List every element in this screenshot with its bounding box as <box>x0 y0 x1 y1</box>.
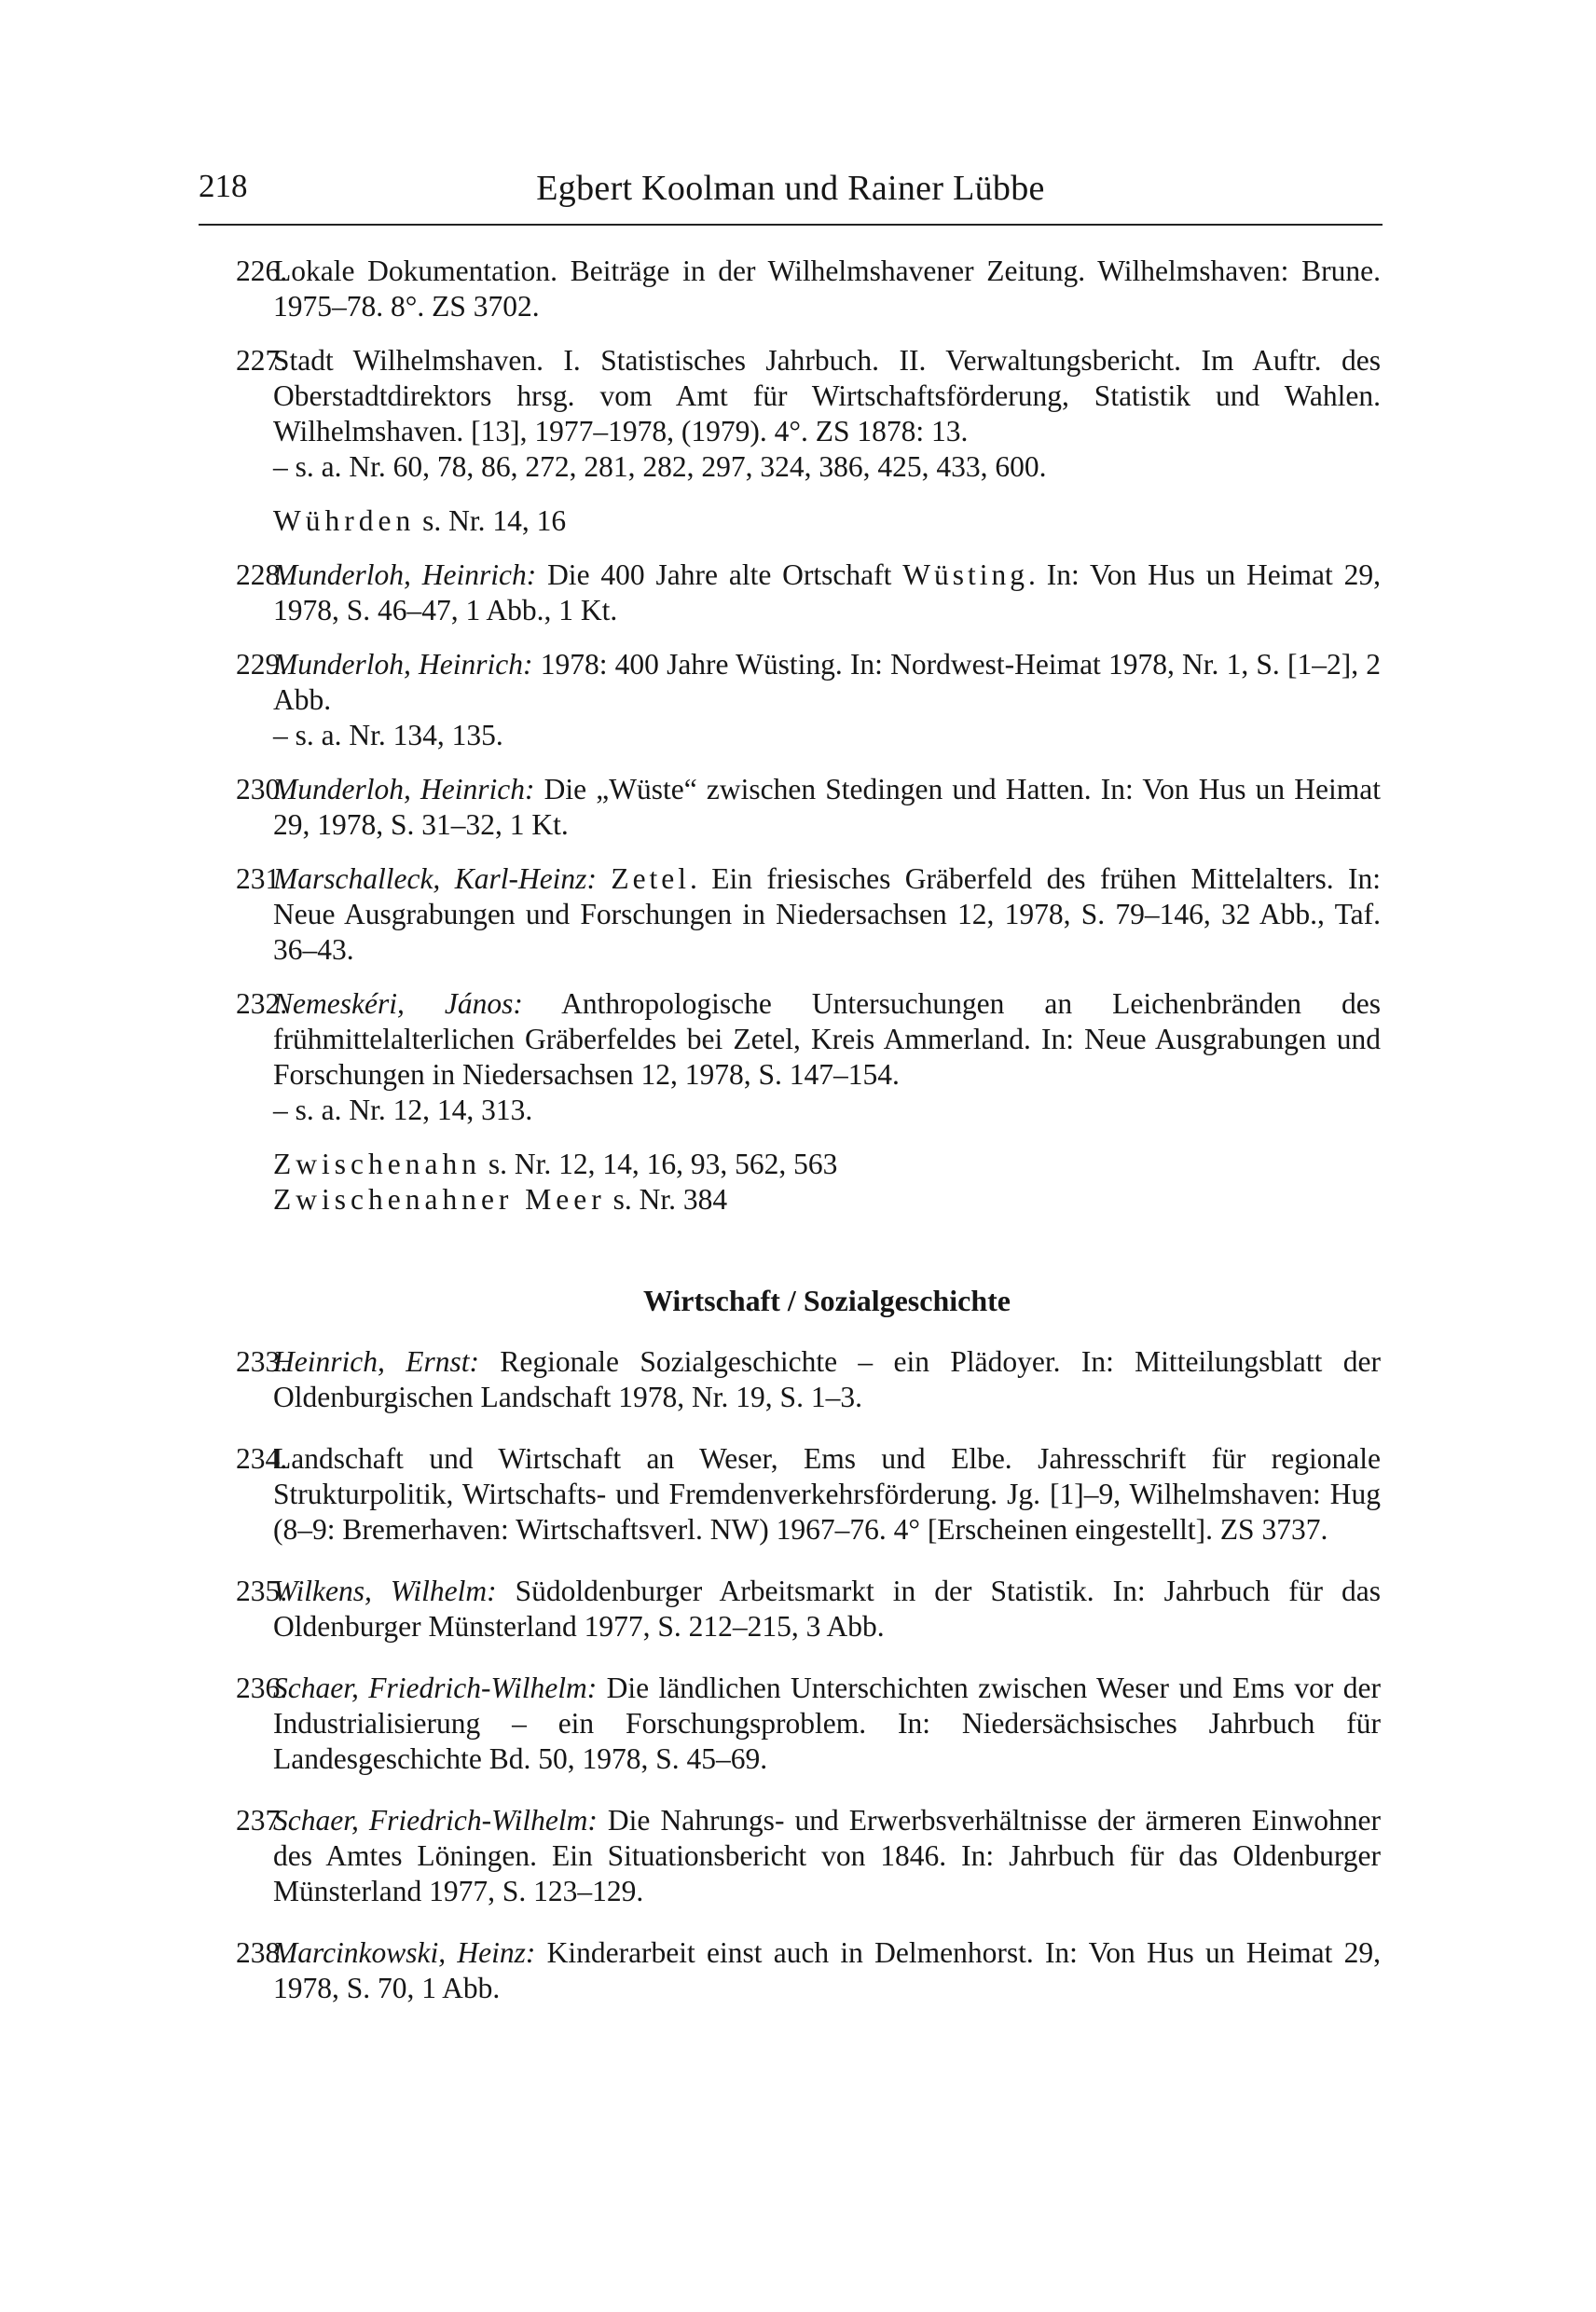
entry-citation: Lokale Dokumentation. Beiträge in der Wilhelmshavener Zeitung. Wilhelmshaven: Brune. 1975–78. 8°. ZS 3702. <box>273 255 1381 323</box>
entry-author: Nemeskéri, János: <box>273 987 523 1020</box>
place-name: Zwischenahn <box>273 1148 481 1180</box>
entry-text <box>273 1441 1381 1548</box>
entry-number: 237. <box>236 1804 288 1837</box>
running-head: Egbert Koolman und Rainer Lübbe <box>536 169 1045 208</box>
entry-author: Munderloh, Heinrich: <box>273 648 533 681</box>
bibliography-entry <box>236 1935 1381 2006</box>
bibliography-entry <box>236 1671 1381 1777</box>
entry-number: 235. <box>236 1575 288 1607</box>
entry-text <box>273 1344 1381 1415</box>
entry-text <box>273 647 1381 753</box>
entry-number: 226. <box>236 255 288 287</box>
entry-text <box>273 557 1381 628</box>
entry-number: 232. <box>236 987 288 1020</box>
entry-number: 230. <box>236 773 288 805</box>
entry-citation: Stadt Wilhelmshaven. I. Statistisches Jahrbuch. II. Verwaltungsbericht. Im Auftr. des Oberstadtdirektors hrsg. vom Amt für Wirtschaftsförderung, Statistik und Wahlen. Wilhelmshaven. [13], 1977–1978, (1979). 4°. ZS 1878: 13. <box>273 344 1381 447</box>
entry-author: Schaer, Friedrich-Wilhelm: <box>273 1672 598 1704</box>
bibliography-entry <box>236 254 1381 324</box>
entry-author: Munderloh, Heinrich: <box>273 773 535 805</box>
entry-author: Heinrich, Ernst: <box>273 1345 479 1378</box>
entry-author: Munderloh, Heinrich: <box>273 558 537 591</box>
entry-text <box>273 1803 1381 1909</box>
entry-citation: Kinderarbeit einst auch in Delmenhorst. In: Von Hus un Heimat 29, 1978, S. 70, 1 Abb. <box>273 1936 1382 2004</box>
entry-text <box>273 1671 1381 1777</box>
entry-citation: Die „Wüste“ zwischen Stedingen und Hatten. In: Von Hus un Heimat 29, 1978, S. 31–32, 1 Kt. <box>273 773 1382 841</box>
bibliography-entry <box>236 861 1381 968</box>
entry-citation: Die ländlichen Unterschichten zwischen Weser und Ems vor der Industrialisierung – ein Forschungsproblem. In: Niedersächsisches Jahrbuch für Landesgeschichte Bd. 50, 1978, S. 45–69. <box>273 1672 1382 1775</box>
entry-citation: Die Nahrungs- und Erwerbsverhältnisse der ärmeren Einwohner des Amtes Löningen. Ein Situationsbericht von 1846. In: Jahrbuch für das Oldenburger Münsterland 1977, S. 123–129. <box>273 1804 1381 1907</box>
entry-text <box>273 986 1381 1128</box>
entry-text <box>273 1574 1381 1645</box>
entry-number: 238. <box>236 1936 288 1969</box>
bibliography-entry <box>236 772 1381 843</box>
place-name: Zwischenahner Meer <box>273 1183 606 1216</box>
page-header <box>199 168 1383 216</box>
entry-citation-continued: . Ein friesisches Gräberfeld des frühen Mittelalters. In: Neue Ausgrabungen und Forschungen in Niedersachsen 12, 1978, S. 79–146, 32 Abb., Taf. 36–43. <box>273 862 1381 966</box>
entry-text <box>273 861 1381 968</box>
entry-author: Schaer, Friedrich-Wilhelm: <box>273 1804 598 1837</box>
bibliography-entry <box>236 1441 1381 1548</box>
entry-number: 234. <box>236 1442 288 1475</box>
entry-author: Marcinkowski, Heinz: <box>273 1936 536 1969</box>
entry-author: Wilkens, Wilhelm: <box>273 1575 497 1607</box>
bibliography-entry <box>236 1574 1381 1645</box>
entry-citation: Anthropologische Untersuchungen an Leichenbränden des frühmittelalterlichen Gräberfeldes bei Zetel, Kreis Ammerland. In: Neue Ausgrabungen und Forschungen in Niedersachsen 12, 1978, S. 147–154. <box>273 987 1382 1091</box>
entry-number: 228. <box>236 558 288 591</box>
entry-number: 229. <box>236 648 288 681</box>
entry-text <box>273 772 1381 843</box>
entry-citation: 1978: 400 Jahre Wüsting. In: Nordwest-Heimat 1978, Nr. 1, S. [1–2], 2 Abb. <box>273 648 1382 716</box>
bibliography-entry <box>236 647 1381 753</box>
place-index-line <box>236 503 1381 539</box>
bibliography-entry <box>236 343 1381 485</box>
bibliography-body <box>236 254 1381 2006</box>
place-name: Wührden <box>273 504 416 537</box>
place-index-line <box>236 1182 1381 1218</box>
section-heading: Wirtschaft / Sozialgeschichte <box>642 1284 1011 1317</box>
entry-text <box>273 1935 1381 2006</box>
emphasized-place: Zetel <box>611 862 691 895</box>
see-also-reference: – s. a. Nr. 12, 14, 313. <box>273 1094 533 1126</box>
entry-number: 236. <box>236 1672 288 1704</box>
place-reference: s. Nr. 12, 14, 16, 93, 562, 563 <box>488 1148 838 1180</box>
header-rule <box>199 224 1383 226</box>
place-reference: s. Nr. 384 <box>612 1183 728 1216</box>
entry-number: 233. <box>236 1345 288 1378</box>
bibliography-entry <box>236 986 1381 1128</box>
entry-citation: Regionale Sozialgeschichte – ein Plädoyer. In: Mitteilungsblatt der Oldenburgischen Landschaft 1978, Nr. 19, S. 1–3. <box>273 1345 1381 1413</box>
entry-author: Marschalleck, Karl-Heinz: <box>273 862 597 895</box>
entry-citation: Die 400 Jahre alte Ortschaft <box>547 558 892 591</box>
bibliography-entry <box>236 1803 1381 1909</box>
entry-number: 227. <box>236 344 288 377</box>
bibliography-entry <box>236 557 1381 628</box>
place-index-line <box>236 1147 1381 1182</box>
place-reference: s. Nr. 14, 16 <box>422 504 567 537</box>
see-also-reference: – s. a. Nr. 60, 78, 86, 272, 281, 282, 297, 324, 386, 425, 433, 600. <box>273 450 1047 483</box>
entry-citation: Südoldenburger Arbeitsmarkt in der Statistik. In: Jahrbuch für das Oldenburger Münsterland 1977, S. 212–215, 3 Abb. <box>273 1575 1382 1643</box>
entry-text <box>273 254 1381 324</box>
see-also-reference: – s. a. Nr. 134, 135. <box>273 719 503 751</box>
page-number: 218 <box>199 168 248 204</box>
entry-citation-continued: . In: Von Hus un Heimat 29, 1978, S. 46–47, 1 Abb., 1 Kt. <box>273 558 1382 626</box>
entry-number: 231. <box>236 862 288 895</box>
bibliography-entry <box>236 1344 1381 1415</box>
entry-text <box>273 343 1381 485</box>
emphasized-place: Wüsting <box>902 558 1028 591</box>
entry-citation: Landschaft und Wirtschaft an Weser, Ems und Elbe. Jahresschrift für regionale Strukturpolitik, Wirtschafts- und Fremdenverkehrsförderung. Jg. [1]–9, Wilhelmshaven: Hug (8–9: Bremerhaven: Wirtschaftsverl. NW) 1967–76. 4° [Erscheinen eingestellt]. ZS 3737. <box>273 1442 1381 1546</box>
